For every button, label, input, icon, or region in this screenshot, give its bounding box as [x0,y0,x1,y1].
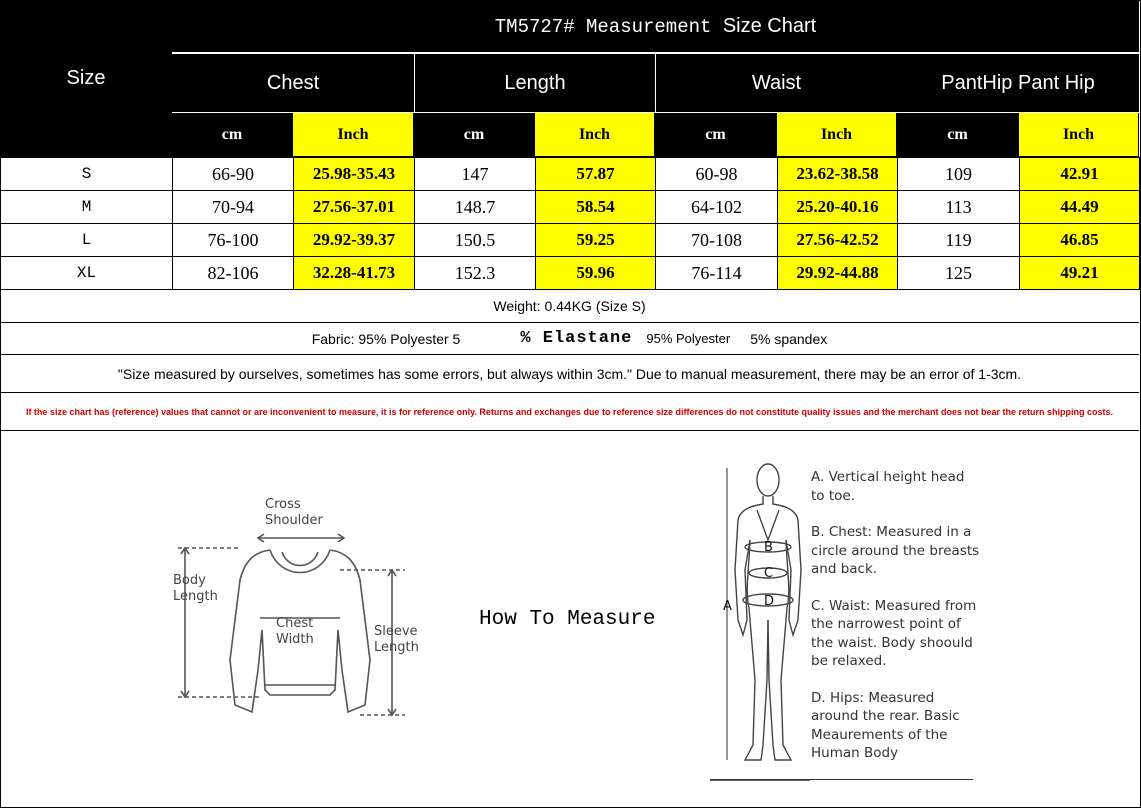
length-inch: 57.87 [536,158,656,191]
unit-inch-waist: Inch [777,113,897,157]
waist-inch: 29.92-44.88 [778,257,898,290]
hip-inch: 44.49 [1020,191,1140,224]
weight-row [0,290,1139,323]
unit-inch-chest: Inch [293,113,414,157]
marker-c: C [764,566,774,581]
size-cell: M [1,191,173,224]
table-row [1,191,1140,224]
length-cm: 152.3 [415,257,536,290]
hip-cm: 119 [898,224,1020,257]
size-cell: L [1,224,173,257]
warning-text: If the size chart has (reference) values that cannot or are inconvenient to measure, it is for reference only. Returns and exchanges due to reference size differences do not constitute quality issues and the merchant does not bear the return shipping costs. [25,406,1114,417]
length-inch: 58.54 [536,191,656,224]
unit-cm-hip: cm [897,113,1019,157]
waist-inch: 27.56-42.52 [778,224,898,257]
chest-cm: 82-106 [173,257,294,290]
length-cm: 147 [415,158,536,191]
weight-text: Weight: 0.44KG (Size S) [493,298,646,314]
chest-width-label: Chest Width [276,616,314,647]
definition-a: A. Vertical height head to toe. [811,469,965,504]
sleeve-length-label: Sleeve Length [374,624,419,655]
size-cell: XL [1,257,173,290]
chest-cm: 66-90 [173,158,294,191]
marker-a: A [723,599,732,614]
waist-inch: 25.20-40.16 [778,191,898,224]
table-row [1,224,1140,257]
unit-cm-length: cm [414,113,535,157]
table-row [1,257,1140,290]
definition-d: D. Hips: Measured around the rear. Basic Meaurements of the Human Body [811,689,960,761]
group-header-length: Length [414,54,655,112]
hip-inch: 42.91 [1020,158,1140,191]
unit-cm-waist: cm [655,113,777,157]
waist-inch: 23.62-38.58 [778,158,898,191]
group-header-waist: Waist [655,54,897,112]
hip-inch: 46.85 [1020,224,1140,257]
body-length-label: Body Length [173,573,218,604]
length-inch: 59.96 [536,257,656,290]
unit-inch-hip: Inch [1019,113,1139,157]
chart-title [172,0,1139,53]
size-header-label: Size [0,55,172,101]
size-table [0,157,1140,290]
warning-row [0,393,1139,431]
group-header-chest: Chest [172,54,414,112]
chart-title-suffix: Size Chart [722,15,817,37]
how-to-measure-text: How To Measure [479,608,656,631]
chart-title-text: TM5727# Measurement [494,15,712,38]
cross-shoulder-label: Cross Shoulder [265,497,323,528]
length-cm: 148.7 [415,191,536,224]
length-inch: 59.25 [536,224,656,257]
chest-inch: 29.92-39.37 [294,224,415,257]
waist-cm: 70-108 [656,224,778,257]
fabric-text-a: Fabric: 95% Polyester 5 [311,330,461,347]
fabric-text-b: % Elastane [520,329,633,348]
body-diagram [705,460,810,785]
waist-cm: 64-102 [656,191,778,224]
definition-c: C. Waist: Measured from the narrowest point of the waist. Body shoould be relaxed. [811,597,977,669]
marker-d: D [764,594,775,609]
title-divider [172,52,1139,53]
measurement-definitions [811,468,981,781]
head-outline [757,464,779,496]
fabric-text-c: 95% Polyester [646,331,731,346]
table-row [1,158,1140,191]
fabric-row [0,323,1139,355]
marker-b: B [764,540,773,555]
unit-cm-chest: cm [172,113,293,157]
chest-cm: 70-94 [173,191,294,224]
fabric-text-d: 5% spandex [750,330,828,347]
chest-cm: 76-100 [173,224,294,257]
definition-b: B. Chest: Measured in a circle around the breasts and back. [811,524,980,577]
chest-inch: 27.56-37.01 [294,191,415,224]
waist-cm: 60-98 [656,158,778,191]
waist-cm: 76-114 [656,257,778,290]
unit-inch-length: Inch [535,113,655,157]
hip-cm: 125 [898,257,1020,290]
length-cm: 150.5 [415,224,536,257]
group-header-hip: PantHip Pant Hip [897,54,1139,112]
hip-cm: 113 [898,191,1020,224]
measure-note-text: "Size measured by ourselves, sometimes has some errors, but always within 3cm." Due to manual measurement, there may be an error of 1-3cm. [117,365,1022,382]
chest-inch: 25.98-35.43 [294,158,415,191]
hip-cm: 109 [898,158,1020,191]
size-cell: S [1,158,173,191]
hip-inch: 49.21 [1020,257,1140,290]
chest-inch: 32.28-41.73 [294,257,415,290]
measure-note-row [0,355,1139,393]
